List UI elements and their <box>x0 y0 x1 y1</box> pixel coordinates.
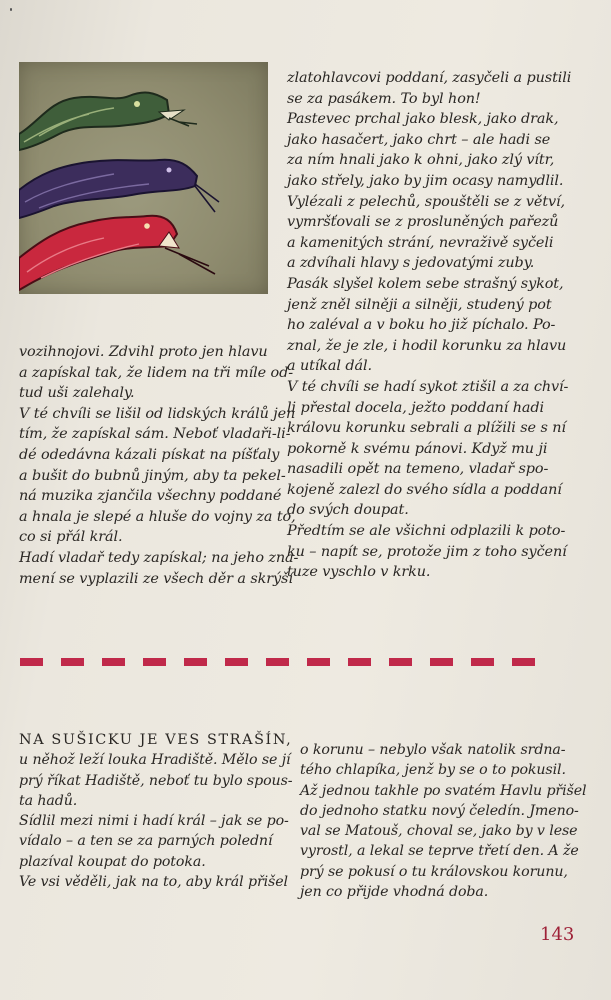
text-line: o korunu – nebylo však natolik srdna- <box>300 742 566 758</box>
text-line: kojeně zalezl do svého sídla a poddaní <box>287 481 562 498</box>
text-line: Sídlil mezi nimi i hadí král – jak se po- <box>19 813 289 830</box>
text-line: tuze vyschlo v krku. <box>287 564 431 581</box>
text-line: ku – napít se, protože jim z toho syčení <box>287 543 567 560</box>
text-line: prý se pokusí o tu královskou korunu, <box>300 863 568 880</box>
text-line: Vylézali z pelechů, spouštěli se z větví, <box>287 193 566 210</box>
text-line: do jednoho statku nový čeledín. Jmeno- <box>300 802 579 819</box>
text-line: li přestal docela, ježto poddaní hadi <box>287 399 544 416</box>
text-line: a utíkal dál. <box>287 358 372 375</box>
text-line: val se Matouš, choval se, jako by v lese <box>300 823 578 840</box>
text-line: co si přál král. <box>19 529 123 546</box>
text-line: plazíval koupat do potoka. <box>19 853 206 870</box>
top-right-column <box>287 68 577 583</box>
text-line: Pasák slyšel kolem sebe strašný sykot, <box>287 275 564 292</box>
top-left-column <box>19 342 299 589</box>
green-snake-icon <box>19 93 197 150</box>
text-line: se za pasákem. To byl hon! <box>287 90 481 107</box>
text-line: tého chlapíka, jenž by se o to pokusil. <box>300 762 566 779</box>
text-line: zlatohlavcovi poddaní, zasyčeli a pustili <box>287 70 572 86</box>
snake-illustration <box>19 62 268 294</box>
text-line: tím, že zapískal sám. Neboť vladaři-li- <box>19 426 291 443</box>
paper-speck <box>10 8 12 11</box>
text-line: Až jednou takhle po svatém Havlu přišel <box>300 782 587 799</box>
text-line: u něhož leží louka Hradiště. Mělo se jí <box>19 752 291 769</box>
text-line: vyrostl, a lekal se teprve třetí den. A že <box>300 843 579 860</box>
text-line: a zdvíhali hlavy s jedovatými zuby. <box>287 255 535 272</box>
text-line: jen co přijde vhodná doba. <box>300 884 489 901</box>
text-line: Pastevec prchal jako blesk, jako drak, <box>287 111 559 128</box>
text-line: a kamenitých strání, nevraživě syčeli <box>287 234 554 251</box>
opening-caps: NA SUŠICKU JE VES STRAŠÍN, <box>19 732 293 748</box>
text-line: ta hadů. <box>19 792 78 809</box>
text-line: vozihnojovi. Zdvihl proto jen hlavu <box>19 344 268 360</box>
section-divider <box>20 658 568 666</box>
purple-snake-icon <box>19 160 219 218</box>
text-line: V té chvíli se hadí sykot ztišil a za chví- <box>287 378 569 395</box>
text-line: Předtím se ale všichni odplazili k poto- <box>287 523 566 540</box>
text-line: tud uši zalehaly. <box>19 385 135 402</box>
page-number: 143 <box>540 924 575 945</box>
text-line: pokorně k svému pánovi. Když mu ji <box>287 440 548 457</box>
text-line: dé odedávna kázali pískat na píšťaly <box>19 446 280 463</box>
bottom-right-column <box>300 740 590 902</box>
text-line: a zapískal tak, že lidem na tři míle od- <box>19 364 293 381</box>
text-line: do svých doupat. <box>287 502 409 519</box>
bottom-left-column <box>19 730 293 892</box>
text-line: jako střely, jako by jim ocasy namydlil. <box>287 172 564 189</box>
three-snakes-illustration <box>19 62 268 294</box>
text-line: nasadili opět na temeno, vladař spo- <box>287 461 549 478</box>
text-line: Hadí vladař tedy zapískal; na jeho zna- <box>19 549 299 566</box>
text-line: znal, že je zle, i hodil korunku za hlavu <box>287 337 567 354</box>
text-line: královu korunku sebrali a plížili se s ní <box>287 420 566 437</box>
text-line: ho zaléval a v boku ho již píchalo. Po- <box>287 317 556 334</box>
text-line: jako hasačert, jako chrt – ale hadi se <box>287 131 551 148</box>
text-line: vymršťovali se z prosluněných pařezů <box>287 214 559 231</box>
text-line: vídalo – a ten se za parných polední <box>19 833 273 850</box>
text-line: jenž zněl silněji a silněji, studený pot <box>287 296 552 313</box>
text-line: mení se vyplazili ze všech děr a skrýší <box>19 570 293 587</box>
text-line: a bušit do bubnů jiným, aby ta pekel- <box>19 467 286 484</box>
red-snake-icon <box>19 216 215 290</box>
text-line: V té chvíli se lišil od lidských králů jen <box>19 405 296 422</box>
text-line: a hnala je slepé a hluše do vojny za to, <box>19 508 296 525</box>
text-line: za ním hnali jako k ohni, jako zlý vítr, <box>287 152 555 169</box>
text-line: prý říkat Hadiště, neboť tu bylo spous- <box>19 772 293 789</box>
text-line: ná muzika zjančila všechny poddané <box>19 488 282 505</box>
text-line: Ve vsi věděli, jak na to, aby král přišel <box>19 874 288 891</box>
